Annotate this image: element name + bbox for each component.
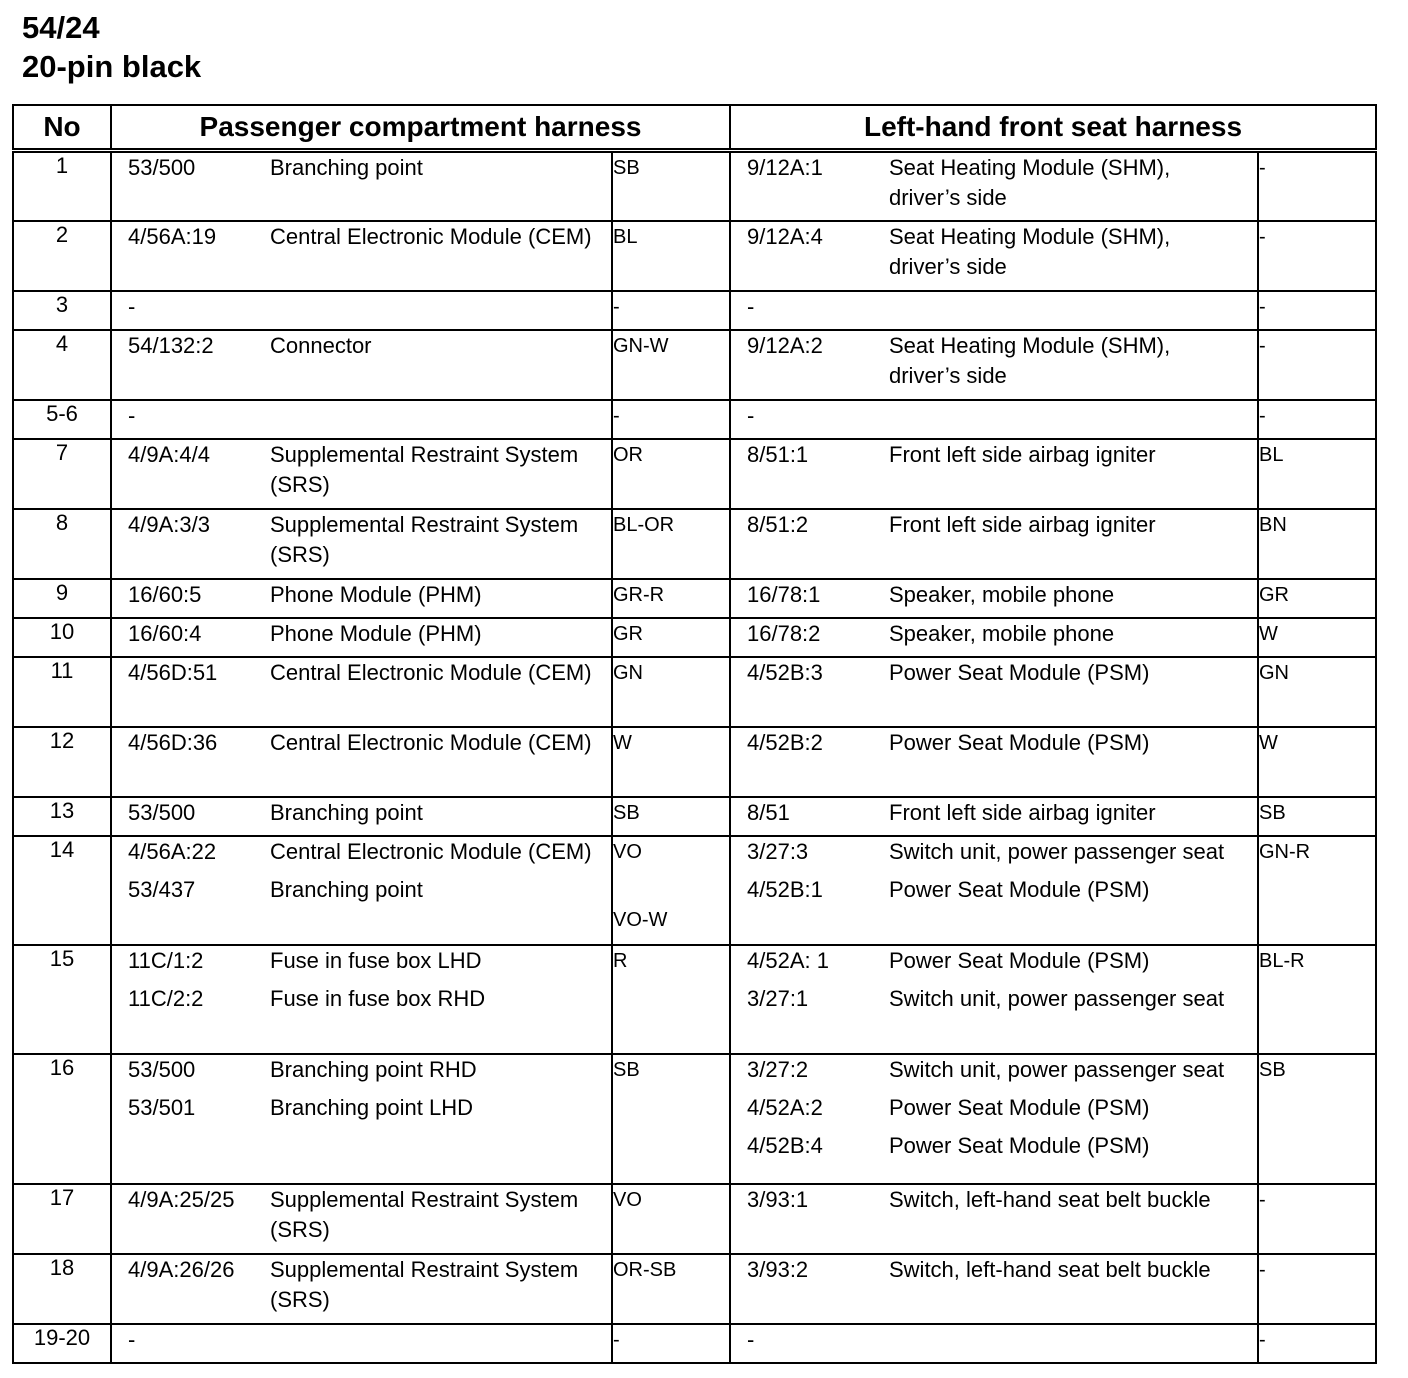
seat-component-description: Switch unit, power passenger seat — [889, 1056, 1225, 1082]
pin-number: 2 — [13, 221, 111, 291]
passenger-wire-color — [612, 330, 730, 400]
passenger-connector-code: - — [128, 402, 136, 428]
passenger-wire-color — [612, 509, 730, 579]
passenger-entry — [112, 331, 611, 361]
passenger-component-description: Branching point — [270, 876, 423, 902]
passenger-connector-code: 54/132:2 — [128, 332, 214, 358]
passenger-wire-color — [612, 1324, 730, 1363]
seat-connector-code: 4/52B:2 — [747, 729, 823, 755]
wire-color: GN-W — [613, 334, 669, 357]
passenger-entry — [112, 222, 611, 252]
wire-color: GR — [613, 622, 643, 645]
seat-wire-color: GN-R — [1258, 836, 1376, 945]
passenger-connector-code: 11C/1:2 — [128, 947, 204, 973]
passenger-connector-code: 53/437 — [128, 876, 196, 902]
seat-entry — [731, 580, 1257, 610]
seat-entry — [731, 875, 1257, 905]
table-row — [13, 330, 1376, 400]
passenger-wire-color — [612, 579, 730, 618]
seat-component-description: Front left side airbag igniter — [889, 511, 1156, 537]
passenger-connector-code: 53/500 — [128, 1056, 196, 1082]
seat-wire-color: BL — [1258, 439, 1376, 509]
page-title — [22, 8, 201, 86]
passenger-component-description: Branching point — [270, 155, 423, 180]
wire-color: GN — [613, 661, 643, 684]
seat-connections — [730, 291, 1258, 330]
seat-component-description — [889, 292, 1257, 322]
pin-number: 17 — [13, 1184, 111, 1254]
passenger-connections — [111, 221, 612, 291]
passenger-wire-color — [612, 439, 730, 509]
passenger-entry — [112, 1185, 611, 1245]
seat-entry — [731, 619, 1257, 649]
passenger-connector-code: - — [128, 1326, 136, 1352]
passenger-connections — [111, 1054, 612, 1184]
seat-connections — [730, 1254, 1258, 1324]
passenger-component-description: Central Electronic Module (CEM) — [270, 223, 592, 249]
seat-connector-code: 3/27:2 — [747, 1056, 809, 1082]
seat-connector-code: 16/78:2 — [747, 620, 821, 646]
seat-entry — [731, 1131, 1257, 1161]
seat-wire-color: W — [1258, 727, 1376, 797]
pin-number: 7 — [13, 439, 111, 509]
passenger-wire-color — [612, 657, 730, 727]
seat-wire-color: - — [1258, 291, 1376, 330]
seat-connector-code: 9/12A:1 — [747, 155, 823, 180]
seat-entry — [731, 728, 1257, 758]
passenger-component-description: Phone Module (PHM) — [270, 581, 482, 607]
seat-connections — [730, 221, 1258, 291]
passenger-connector-code: 4/56D:36 — [128, 729, 218, 755]
passenger-connections — [111, 797, 612, 836]
pin-table — [12, 104, 1377, 1364]
wire-color: R — [613, 949, 628, 972]
passenger-connector-code: - — [128, 293, 136, 319]
seat-connections — [730, 1184, 1258, 1254]
pin-number: 14 — [13, 836, 111, 945]
seat-connections — [730, 509, 1258, 579]
header-seat-harness: Left-hand front seat harness — [730, 105, 1376, 151]
seat-connections — [730, 400, 1258, 439]
seat-connector-code: 16/78:1 — [747, 581, 821, 607]
seat-component-description: Seat Heating Module (SHM), driver’s side — [889, 332, 1171, 388]
passenger-connections — [111, 727, 612, 797]
seat-wire-color: W — [1258, 618, 1376, 657]
seat-component-description: Front left side airbag igniter — [889, 799, 1156, 825]
seat-connector-code: 8/51 — [747, 799, 790, 825]
passenger-wire-color — [612, 221, 730, 291]
passenger-connector-code: 16/60:5 — [128, 581, 202, 607]
table-row — [13, 579, 1376, 618]
table-row — [13, 1254, 1376, 1324]
passenger-wire-color — [612, 618, 730, 657]
header-passenger-harness: Passenger compartment harness — [111, 105, 730, 151]
passenger-entry — [112, 1255, 611, 1315]
pin-number: 1 — [13, 151, 111, 221]
seat-entry — [731, 440, 1257, 470]
passenger-entry — [112, 728, 611, 758]
passenger-connections — [111, 1184, 612, 1254]
passenger-connections — [111, 439, 612, 509]
table-row — [13, 1324, 1376, 1363]
passenger-component-description: Supplemental Restraint System (SRS) — [270, 441, 579, 497]
seat-entry — [731, 658, 1257, 688]
passenger-component-description: Supplemental Restraint System (SRS) — [270, 1186, 579, 1242]
passenger-entry — [112, 1093, 611, 1123]
wire-color: VO — [613, 840, 642, 863]
passenger-wire-color — [612, 1184, 730, 1254]
passenger-entry — [112, 984, 611, 1014]
seat-entry — [731, 401, 1257, 431]
seat-connector-code: 3/27:1 — [747, 985, 809, 1011]
seat-wire-color: SB — [1258, 1054, 1376, 1184]
passenger-component-description: Branching point — [270, 799, 423, 825]
seat-entry — [731, 1325, 1257, 1355]
wire-color: W — [613, 731, 632, 754]
passenger-entry — [112, 1325, 611, 1355]
seat-connector-code: 8/51:2 — [747, 511, 809, 537]
seat-entry — [731, 1093, 1257, 1123]
seat-connector-code: 9/12A:2 — [747, 332, 823, 358]
seat-wire-color: - — [1258, 330, 1376, 400]
seat-connections — [730, 151, 1258, 221]
passenger-connections — [111, 657, 612, 727]
wire-color: VO-W — [613, 908, 668, 931]
passenger-component-description: Fuse in fuse box RHD — [270, 985, 486, 1011]
seat-entry — [731, 331, 1257, 391]
pin-number: 12 — [13, 727, 111, 797]
seat-entry — [731, 798, 1257, 828]
pin-number: 13 — [13, 797, 111, 836]
pin-number: 3 — [13, 291, 111, 330]
passenger-connector-code: 53/500 — [128, 799, 196, 825]
wire-color: - — [613, 1328, 620, 1351]
passenger-connections — [111, 836, 612, 945]
passenger-entry — [112, 798, 611, 828]
passenger-wire-color — [612, 1254, 730, 1324]
wire-color: SB — [613, 1058, 640, 1081]
passenger-wire-color — [612, 1054, 730, 1184]
passenger-component-description: Branching point RHD — [270, 1056, 477, 1082]
passenger-connections — [111, 1324, 612, 1363]
seat-connections — [730, 579, 1258, 618]
pin-number: 18 — [13, 1254, 111, 1324]
table-row — [13, 797, 1376, 836]
seat-wire-color: - — [1258, 1254, 1376, 1324]
pin-number: 11 — [13, 657, 111, 727]
seat-component-description: Power Seat Module (PSM) — [889, 1094, 1150, 1120]
seat-entry — [731, 837, 1257, 867]
passenger-component-description: Central Electronic Module (CEM) — [270, 838, 592, 864]
passenger-entry — [112, 401, 611, 431]
seat-wire-color: - — [1258, 151, 1376, 221]
seat-entry — [731, 984, 1257, 1014]
seat-connector-code: 4/52B:3 — [747, 659, 823, 685]
passenger-entry — [112, 875, 611, 905]
seat-connections — [730, 945, 1258, 1054]
wire-color: OR — [613, 443, 643, 466]
seat-wire-color: - — [1258, 221, 1376, 291]
seat-entry — [731, 510, 1257, 540]
seat-connector-code: 4/52A:2 — [747, 1094, 823, 1120]
seat-connections — [730, 1324, 1258, 1363]
seat-connector-code: 3/27:3 — [747, 838, 809, 864]
passenger-component-description: Phone Module (PHM) — [270, 620, 482, 646]
passenger-entry — [112, 837, 611, 867]
seat-connector-code: - — [747, 1326, 755, 1352]
passenger-connections — [111, 151, 612, 221]
passenger-component-description: Supplemental Restraint System (SRS) — [270, 511, 579, 567]
passenger-component-description: Central Electronic Module (CEM) — [270, 659, 592, 685]
passenger-wire-color — [612, 945, 730, 1054]
wire-color: - — [613, 404, 620, 427]
passenger-connector-code: 4/9A:3/3 — [128, 511, 210, 537]
passenger-wire-color — [612, 400, 730, 439]
seat-component-description: Switch unit, power passenger seat — [889, 985, 1225, 1011]
passenger-component-description: Connector — [270, 332, 372, 358]
seat-wire-color: GR — [1258, 579, 1376, 618]
wire-color: BL-OR — [613, 513, 675, 536]
passenger-component-description: Fuse in fuse box LHD — [270, 947, 482, 973]
table-row — [13, 727, 1376, 797]
table-row — [13, 1184, 1376, 1254]
passenger-connections — [111, 618, 612, 657]
seat-component-description: Switch, left-hand seat belt buckle — [889, 1256, 1211, 1282]
passenger-connections — [111, 291, 612, 330]
wire-color: VO — [613, 1188, 642, 1211]
passenger-component-description — [270, 401, 611, 431]
passenger-connections — [111, 945, 612, 1054]
seat-component-description: Power Seat Module (PSM) — [889, 729, 1150, 755]
table-header — [13, 105, 1376, 151]
passenger-connector-code: 4/56A:19 — [128, 223, 217, 249]
header-no: No — [13, 105, 111, 151]
passenger-wire-color — [612, 151, 730, 221]
passenger-entry — [112, 658, 611, 688]
seat-connector-code: - — [747, 293, 755, 319]
seat-component-description: Power Seat Module (PSM) — [889, 947, 1150, 973]
seat-wire-color: - — [1258, 1184, 1376, 1254]
table-row — [13, 836, 1376, 945]
seat-component-description: Power Seat Module (PSM) — [889, 1132, 1150, 1158]
passenger-connector-code: 4/56D:51 — [128, 659, 218, 685]
passenger-entry — [112, 580, 611, 610]
passenger-connections — [111, 330, 612, 400]
seat-connector-code: 4/52B:4 — [747, 1132, 823, 1158]
passenger-entry — [112, 1055, 611, 1085]
passenger-connections — [111, 509, 612, 579]
seat-component-description: Speaker, mobile phone — [889, 581, 1115, 607]
passenger-entry — [112, 510, 611, 570]
wire-color: BL — [613, 225, 638, 248]
wire-color: - — [613, 295, 620, 318]
passenger-wire-color — [612, 836, 730, 945]
seat-connections — [730, 836, 1258, 945]
seat-connections — [730, 797, 1258, 836]
table-row — [13, 1054, 1376, 1184]
seat-component-description: Speaker, mobile phone — [889, 620, 1115, 646]
passenger-component-description: Branching point LHD — [270, 1094, 474, 1120]
table-row — [13, 400, 1376, 439]
pin-number: 9 — [13, 579, 111, 618]
passenger-component-description: Supplemental Restraint System (SRS) — [270, 1256, 579, 1312]
passenger-entry — [112, 440, 611, 500]
seat-component-description: Switch, left-hand seat belt buckle — [889, 1186, 1211, 1212]
seat-entry — [731, 946, 1257, 976]
seat-connections — [730, 657, 1258, 727]
seat-entry — [731, 1185, 1257, 1215]
seat-entry — [731, 1055, 1257, 1085]
passenger-wire-color — [612, 797, 730, 836]
pin-number: 15 — [13, 945, 111, 1054]
seat-connections — [730, 618, 1258, 657]
pin-number: 5-6 — [13, 400, 111, 439]
seat-entry — [731, 292, 1257, 322]
seat-connections — [730, 330, 1258, 400]
seat-wire-color: GN — [1258, 657, 1376, 727]
wire-color: SB — [613, 157, 640, 179]
passenger-entry — [112, 292, 611, 322]
seat-connector-code: 4/52A: 1 — [747, 947, 829, 973]
seat-entry — [731, 222, 1257, 282]
passenger-connections — [111, 1254, 612, 1324]
table-row — [13, 945, 1376, 1054]
passenger-connector-code: 16/60:4 — [128, 620, 202, 646]
passenger-connector-code: 53/500 — [128, 155, 196, 180]
table-body — [13, 151, 1376, 1363]
seat-component-description: Switch unit, power passenger seat — [889, 838, 1225, 864]
wire-color: SB — [613, 801, 640, 824]
seat-component-description: Seat Heating Module (SHM), driver’s side — [889, 155, 1171, 210]
wire-color: OR-SB — [613, 1258, 677, 1281]
seat-connector-code: - — [747, 402, 755, 428]
seat-connections — [730, 439, 1258, 509]
passenger-entry — [112, 153, 611, 183]
seat-component-description — [889, 401, 1257, 431]
passenger-component-description — [270, 292, 611, 322]
pin-number: 16 — [13, 1054, 111, 1184]
seat-connector-code: 9/12A:4 — [747, 223, 823, 249]
passenger-component-description: Central Electronic Module (CEM) — [270, 729, 592, 755]
seat-connector-code: 8/51:1 — [747, 441, 809, 467]
seat-wire-color: - — [1258, 1324, 1376, 1363]
passenger-component-description — [270, 1325, 611, 1355]
seat-connector-code: 3/93:1 — [747, 1186, 809, 1212]
pin-number: 19-20 — [13, 1324, 111, 1363]
passenger-connector-code: 4/9A:26/26 — [128, 1256, 235, 1282]
wire-color: GR-R — [613, 583, 665, 606]
passenger-entry — [112, 619, 611, 649]
passenger-wire-color — [612, 291, 730, 330]
seat-component-description — [889, 1325, 1257, 1355]
passenger-connector-code: 53/501 — [128, 1094, 196, 1120]
passenger-connector-code: 4/9A:4/4 — [128, 441, 210, 467]
seat-connections — [730, 727, 1258, 797]
table-row — [13, 291, 1376, 330]
table-row — [13, 151, 1376, 221]
table-row — [13, 657, 1376, 727]
table-row — [13, 439, 1376, 509]
passenger-connector-code: 4/9A:25/25 — [128, 1186, 235, 1212]
seat-connector-code: 4/52B:1 — [747, 876, 823, 902]
pin-number: 4 — [13, 330, 111, 400]
seat-component-description: Power Seat Module (PSM) — [889, 659, 1150, 685]
seat-wire-color: BN — [1258, 509, 1376, 579]
passenger-wire-color — [612, 727, 730, 797]
table-row — [13, 509, 1376, 579]
table-row — [13, 221, 1376, 291]
connector-description: 20-pin black — [22, 49, 202, 84]
seat-wire-color: BL-R — [1258, 945, 1376, 1054]
seat-entry — [731, 153, 1257, 213]
seat-component-description: Power Seat Module (PSM) — [889, 876, 1150, 902]
seat-wire-color: SB — [1258, 797, 1376, 836]
table-row — [13, 618, 1376, 657]
seat-connector-code: 3/93:2 — [747, 1256, 809, 1282]
seat-wire-color: - — [1258, 400, 1376, 439]
passenger-connections — [111, 579, 612, 618]
pin-number: 10 — [13, 618, 111, 657]
seat-component-description: Seat Heating Module (SHM), driver’s side — [889, 223, 1171, 279]
seat-connections — [730, 1054, 1258, 1184]
seat-component-description: Front left side airbag igniter — [889, 441, 1156, 467]
passenger-connector-code: 11C/2:2 — [128, 985, 204, 1011]
passenger-connections — [111, 400, 612, 439]
connector-id: 54/24 — [22, 10, 100, 45]
passenger-entry — [112, 946, 611, 976]
seat-entry — [731, 1255, 1257, 1285]
pin-number: 8 — [13, 509, 111, 579]
passenger-connector-code: 4/56A:22 — [128, 838, 217, 864]
